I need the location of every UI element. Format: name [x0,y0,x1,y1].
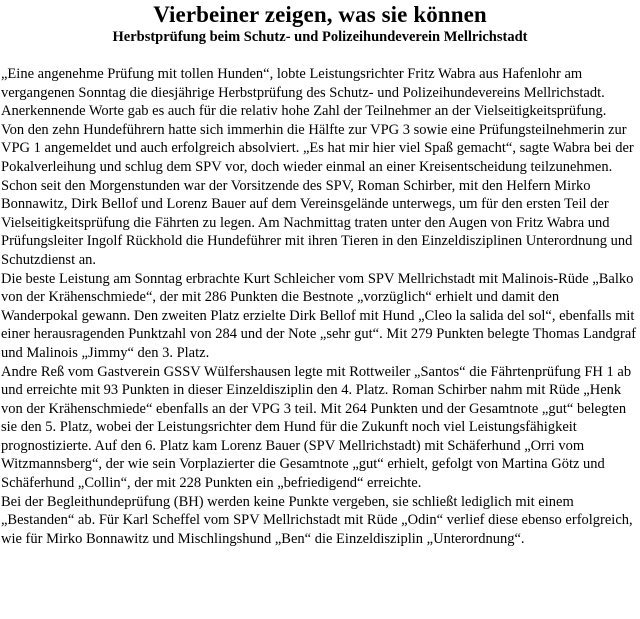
paragraph-preparation: Schon seit den Morgenstunden war der Vorsitzende des SPV, Roman Schirber, mit den Helfern Mirko Bonnawitz, Dirk Bellof und Lorenz Bauer auf dem Vereinsgelände unterwegs, um für den ersten Teil der Vielseitigkeitsprüfung die Fährten zu legen. Am Nachmittag traten unter den Augen von Fritz Wabra und Prüfungsleiter Ingolf Rückhold die Hundeführer mit ihren Tieren in den Einzeldisziplinen Unterordnung und Schutzdienst an. [1,177,633,268]
paragraph-participants: Von den zehn Hundeführern hatte sich immerhin die Hälfte zur VPG 3 sowie eine Prüfungsteilnehmerin zur VPG 1 angemeldet und auch erfolgreich absolviert. „Es hat mir hier viel Spaß gemacht“, sagte Wabra bei der Pokalverleihung und schlug dem SPV vor, doch wieder einmal an einer Kreisentscheidung teilzunehmen. [1,121,634,175]
paragraph-top-results: Die beste Leistung am Sonntag erbrachte Kurt Schleicher vom SPV Mellrichstadt mit Malinois-Rüde „Balko von der Krähenschmiede“, der mit 286 Punkten die Bestnote „vorzüglich“ erhielt und damit den Wanderpokal gewann. Den zweiten Platz erzielte Dirk Bellof mit Hund „Cleo la salida del sol“, ebenfalls mit einer herausragenden Punktzahl von 284 und der Note „sehr gut“. Mit 279 Punkten belegte Thomas Landgraf und Malinois „Jimmy“ den 3. Platz. [1,270,637,361]
article-body [1,65,639,548]
paragraph-further-results: Andre Reß vom Gastverein GSSV Wülfershausen legte mit Rottweiler „Santos“ die Fährtenprüfung FH 1 ab und erreichte mit 93 Punkten in dieser Einzeldisziplin den 4. Platz. Roman Schirber nahm mit Rüde „Henk von der Krähenschmiede“ ebenfalls an der VPG 3 teil. Mit 264 Punkten und der Gesamtnote „gut“ belegten sie den 5. Platz, wobei der Leistungsrichter dem Hund für die Zukunft noch viel Leistungsfähigkeit prognostizierte. Auf den 6. Platz kam Lorenz Bauer (SPV Mellrichstadt) mit Schäferhund „Orri vom Witzmannsberg“, der wie sein Vorplazierter die Gesamtnote „gut“ erhielt, gefolgt von Martina Götz und Schäferhund „Collin“, der mit 228 Punkten ein „befriedigend“ erreichte. [1,363,632,492]
paragraph-intro: „Eine angenehme Prüfung mit tollen Hunden“, lobte Leistungsrichter Fritz Wabra aus Hafenlohr am vergangenen Sonntag die diesjährige Herbstprüfung des Schutz- und Polizeihundevereins Mellrichstadt. Anerkennende Worte gab es auch für die relativ hohe Zahl der Teilnehmer an der Vielseitigkeitsprüfung. [1,66,607,120]
paragraph-companion-dog-test: Bei der Begleithundeprüfung (BH) werden keine Punkte vergeben, sie schließt lediglich mit einem „Bestanden“ ab. Für Karl Scheffel vom SPV Mellrichstadt mit Rüde „Odin“ verlief diese ebenso erfolgreich, wie für Mirko Bonnawitz und Mischlingshund „Ben“ die Einzeldisziplin „Unterordnung“. [1,493,633,547]
subheadline: Herbstprüfung beim Schutz- und Polizeihundeverein Mellrichstadt [112,29,528,45]
headline: Vierbeiner zeigen, was sie können [153,2,487,27]
